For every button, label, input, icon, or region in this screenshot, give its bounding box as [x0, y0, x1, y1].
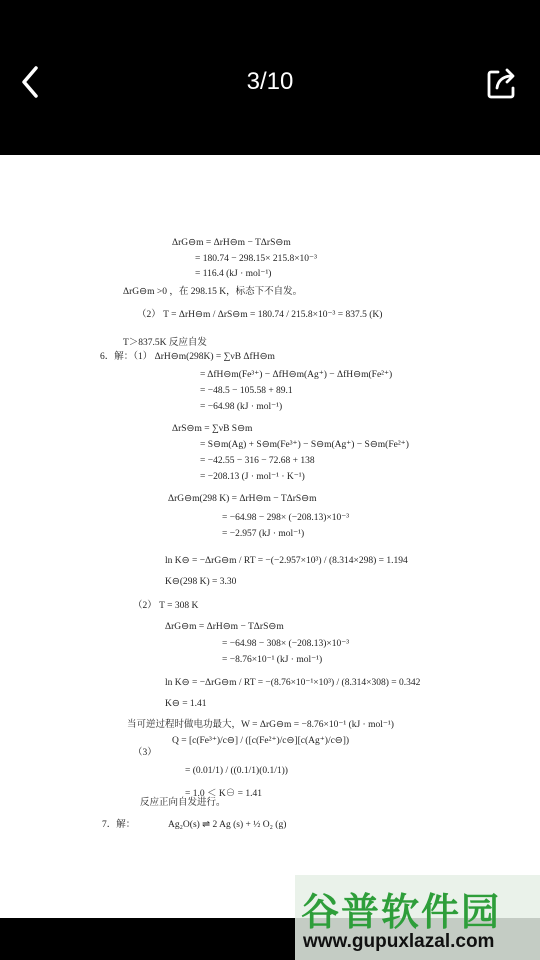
doc-line: 6．解：（1） ΔrH⊖m(298K) = ∑νB ΔfH⊖m: [100, 352, 275, 362]
doc-line: = −64.98 − 308× (−208.13)×10⁻³: [222, 639, 350, 649]
doc-line: = −64.98 (kJ · mol⁻¹): [200, 402, 283, 412]
doc-line: = −64.98 − 298× (−208.13)×10⁻³: [222, 513, 350, 523]
doc-line: （2） T = 308 K: [133, 601, 199, 611]
doc-line: = 1.0 ＜ K⊖ = 1.41: [185, 789, 262, 799]
doc-line: ln K⊖ = −ΔrG⊖m / RT = −(8.76×10⁻¹×10³) / (8.314×308) = 0.342: [165, 678, 421, 688]
doc-line: = 180.74 − 298.15× 215.8×10⁻³: [195, 254, 317, 264]
doc-line: ΔrG⊖m >0 ，在 298.15 K，标态下不自发。: [123, 287, 303, 297]
page-indicator: 3/10: [246, 68, 294, 95]
doc-line: Ag₂O(s) ⇌ 2 Ag (s) + ½ O₂ (g): [168, 820, 287, 830]
doc-line: = 116.4 (kJ · mol⁻¹): [195, 269, 272, 279]
doc-line: 反应正向自发进行。: [140, 798, 226, 808]
doc-line: = −8.76×10⁻¹ (kJ · mol⁻¹): [222, 655, 323, 665]
doc-line: = −48.5 − 105.58 + 89.1: [200, 386, 293, 396]
share-icon[interactable]: [486, 66, 518, 100]
doc-line: 7．解：: [102, 820, 136, 830]
doc-line: = −42.55 − 316 − 72.68 + 138: [200, 456, 315, 466]
doc-line: = −208.13 (J · mol⁻¹ · K⁻¹): [200, 472, 305, 482]
doc-line: ln K⊖ = −ΔrG⊖m / RT = −(−2.957×10³) / (8.314×298) = 1.194: [165, 556, 408, 566]
doc-line: T＞837.5K 反应自发: [123, 338, 207, 348]
doc-line: K⊖ = 1.41: [165, 699, 207, 709]
doc-line: ΔrG⊖m = ΔrH⊖m − TΔrS⊖m: [172, 238, 291, 248]
doc-line: ΔrG⊖m(298 K) = ΔrH⊖m − TΔrS⊖m: [168, 494, 317, 504]
doc-line: = (0.01/1) / ((0.1/1)(0.1/1)): [185, 766, 288, 776]
watermark-url: www.gupuxlazal.com: [303, 931, 495, 952]
doc-line: = −2.957 (kJ · mol⁻¹): [222, 529, 305, 539]
doc-line: ΔrG⊖m = ΔrH⊖m − TΔrS⊖m: [165, 622, 284, 632]
doc-line: （2） T = ΔrH⊖m / ΔrS⊖m = 180.74 / 215.8×10⁻³ = 837.5 (K): [137, 310, 383, 320]
doc-line: K⊖(298 K) = 3.30: [165, 577, 237, 587]
doc-line: Q = [c(Fe³⁺)/c⊖] / ([c(Fe²⁺)/c⊖][c(Ag⁺)/c⊖]): [172, 736, 350, 746]
watermark-logo: [295, 875, 540, 960]
doc-line: = S⊖m(Ag) + S⊖m(Fe³⁺) − S⊖m(Ag⁺) − S⊖m(Fe²⁺): [200, 440, 409, 450]
doc-line: = ΔfH⊖m(Fe³⁺) − ΔfH⊖m(Ag⁺) − ΔfH⊖m(Fe²⁺): [200, 370, 393, 380]
doc-line: 当可逆过程时做电功最大，W = ΔrG⊖m = −8.76×10⁻¹ (kJ · mol⁻¹): [127, 720, 394, 730]
doc-line: ΔrS⊖m = ∑νB S⊖m: [172, 424, 253, 434]
doc-line: （3）: [133, 748, 157, 758]
watermark-title: 谷普软件园: [301, 890, 502, 934]
top-bar: [0, 0, 540, 155]
document-page: [0, 155, 540, 918]
